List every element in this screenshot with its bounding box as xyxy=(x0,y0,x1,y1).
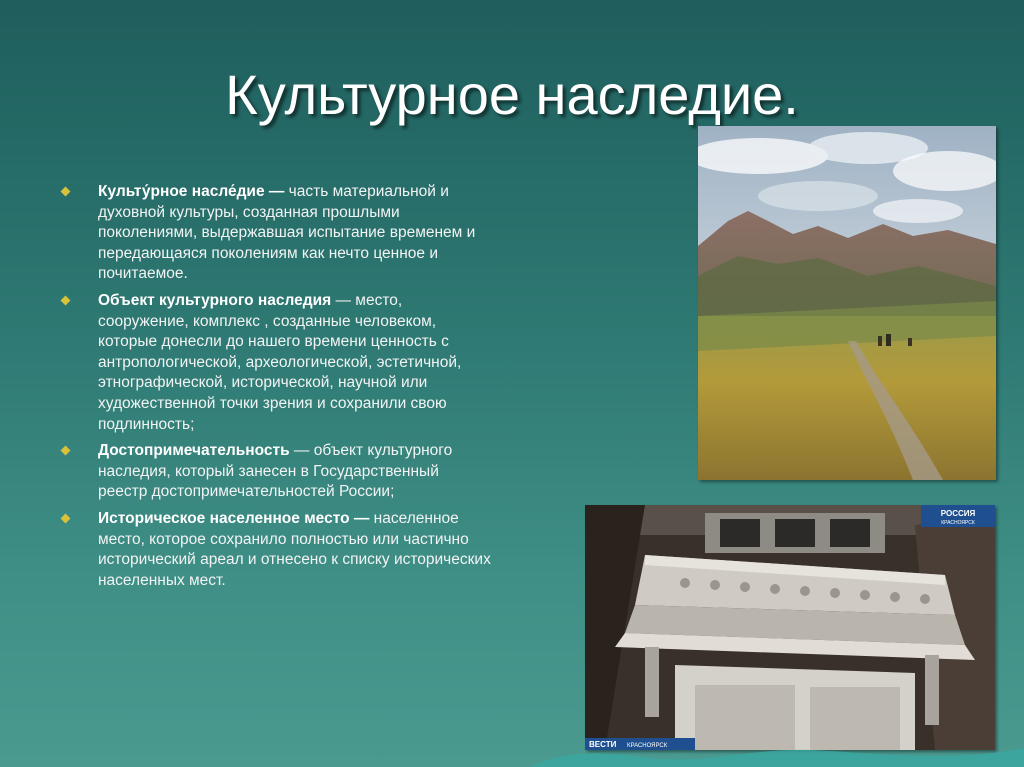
decorative-wave xyxy=(530,728,1024,767)
wooden-house-balcony-photo xyxy=(585,505,995,750)
definition: — место, сооружение, комплекс , созданные человеком, которые донесли до нашего времени ценность с антропологической, археологической, эстетичной, этнографической, исторической, научной или художественной точки зрения и сохранили свою подлинность; xyxy=(98,291,462,433)
term: Объект культурного наследия xyxy=(98,291,332,309)
tv-ticker-text: ВЕСТИ xyxy=(589,740,617,749)
diamond-bullet-icon xyxy=(61,187,71,197)
diamond-bullet-icon xyxy=(61,446,71,456)
slide-title: Культурное наследие. xyxy=(225,63,799,126)
definition-list xyxy=(62,182,492,597)
tv-logo-subtext: КРАСНОЯРСК xyxy=(941,520,975,526)
diamond-bullet-icon xyxy=(61,296,71,306)
tv-logo-text: РОССИЯ xyxy=(940,509,976,518)
tv-ticker-subtext: КРАСНОЯРСК xyxy=(627,743,668,749)
list-item xyxy=(62,441,492,503)
diamond-bullet-icon xyxy=(61,513,71,523)
term: Историческое населенное место — xyxy=(98,509,370,527)
definition: населенное место, которое сохранило полностью или частично исторический ареал и отнесено к списку исторических населенных мест. xyxy=(98,509,491,589)
definition: — объект культурного наследия, который занесен в Государственный реестр достопримечательностей России; xyxy=(98,442,453,501)
list-item xyxy=(62,291,492,435)
definition: часть материальной и духовной культуры, созданная прошлыми поколениями, выдержавшая испытание временем и передающаяся поколениям как нечто ценное и почитаемое. xyxy=(98,183,476,283)
list-item xyxy=(62,182,492,285)
mountain-landscape-photo xyxy=(698,126,996,480)
term: Культу́рное насле́дие — xyxy=(98,183,285,200)
list-item xyxy=(62,509,492,591)
term: Достопримечательность xyxy=(98,442,290,460)
